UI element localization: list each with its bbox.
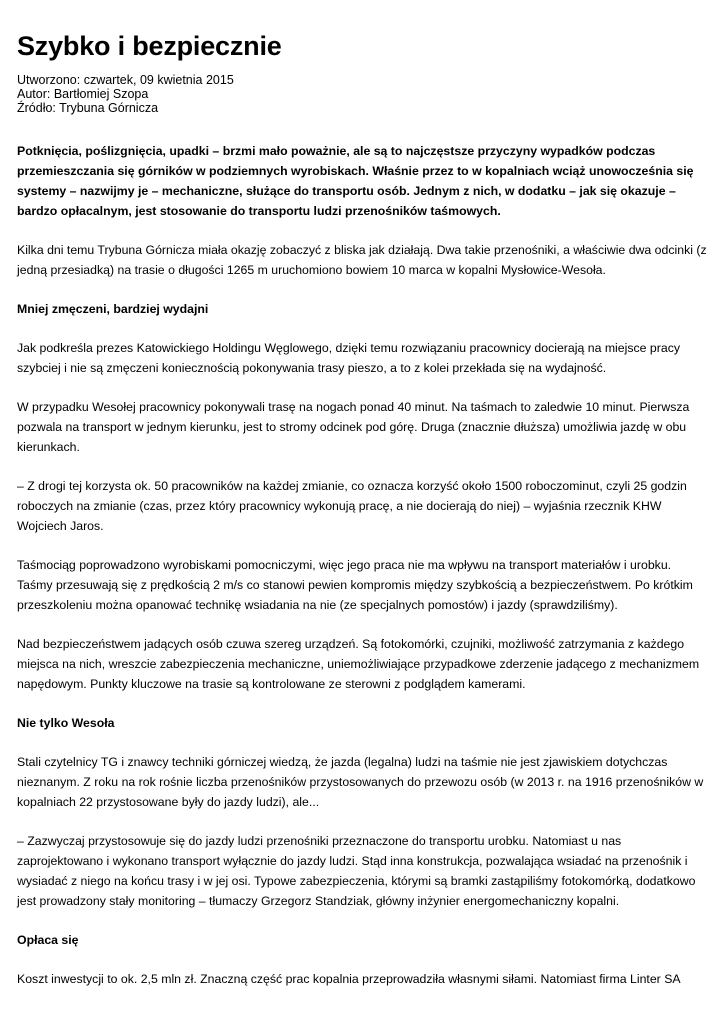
section-heading: Mniej zmęczeni, bardziej wydajni xyxy=(17,302,209,316)
paragraph: Nad bezpieczeństwem jadących osób czuwa szereg urządzeń. Są fotokomórki, czujniki, możliwość zatrzymania z każdego miejsca na nich, wreszcie zabezpieczenia mechaniczne, uniemożliwiające przypadkowe zderzenie jadącego z mechanizmem napędowym. Punkty kluczowe na trasie są kontrolowane ze sterowni z podglądem kamerami. xyxy=(17,637,700,691)
paragraph: Koszt inwestycji to ok. 2,5 mln zł. Znaczną część prac kopalnia przeprowadziła własnymi siłami. Natomiast firma Linter SA xyxy=(17,972,681,986)
created-date: Utworzono: czwartek, 09 kwietnia 2015 xyxy=(17,73,234,87)
paragraph: Kilka dni temu Trybuna Górnicza miała okazję zobaczyć z bliska jak działają. Dwa takie przenośniki, a właściwie dwa odcinki (z jedną przesiadką) na trasie o długości 1265 m uruchomiono bowiem 10 marca w kopalni Mysłowice-Wesoła. xyxy=(17,243,707,277)
paragraph: W przypadku Wesołej pracownicy pokonywali trasę na nogach ponad 40 minut. Na taśmach to zaledwie 10 minut. Pierwsza pozwala na transport w jednym kierunku, jest to stromy odcinek pod górę. Druga (znacznie dłuższa) umożliwia jazdę w obu kierunkach. xyxy=(17,400,690,454)
article xyxy=(17,30,707,1008)
author: Autor: Bartłomiej Szopa xyxy=(17,87,149,101)
paragraph: – Zazwyczaj przystosowuje się do jazdy ludzi przenośniki przeznaczone do transportu urobku. Natomiast u nas zaprojektowano i wykonano transport wyłącznie do jazdy ludzi. Stąd inna konstrukcja, pozwalająca wsiadać na przenośnik i wysiadać z niego na końcu trasy i w jej osi. Typowe zabezpieczenia, którymi są bramki zastąpiliśmy fotokomórką, dodatkowo jest prowadzony stały monitoring – tłumaczy Grzegorz Standziak, główny inżynier energomechaniczny kopalni. xyxy=(17,834,696,908)
paragraph: Stali czytelnicy TG i znawcy techniki górniczej wiedzą, że jazda (legalna) ludzi na taśmie nie jest zjawiskiem dotychczas nieznanym. Z roku na rok rośnie liczba przenośników przystosowanych do przewozu osób (w 2013 r. na 1916 przenośników w kopalniach 22 przystosowane były do jazdy ludzi), ale... xyxy=(17,755,704,809)
paragraph: – Z drogi tej korzysta ok. 50 pracowników na każdej zmianie, co oznacza korzyść około 1500 roboczominut, czyli 25 godzin roboczych na zmianie (czas, przez który pracownicy wykonują pracę, a nie docierają do niej) – wyjaśnia rzecznik KHW Wojciech Jaros. xyxy=(17,479,687,533)
article-title: Szybko i bezpiecznie xyxy=(17,31,282,61)
paragraph: Jak podkreśla prezes Katowickiego Holdingu Węglowego, dzięki temu rozwiązaniu pracownicy docierają na miejsce pracy szybciej i nie są zmęczeni koniecznością pokonywania trasy pieszo, a to z kolei przekłada się na wydajność. xyxy=(17,341,680,375)
source: Źródło: Trybuna Górnicza xyxy=(17,101,159,115)
section-heading: Nie tylko Wesoła xyxy=(17,716,115,730)
paragraph: Taśmociąg poprowadzono wyrobiskami pomocniczymi, więc jego praca nie ma wpływu na transport materiałów i urobku. Taśmy przesuwają się z prędkością 2 m/s co stanowi pewien kompromis między szybkością a bezpieczeństwem. Po krótkim przeszkoleniu można opanować technikę wsiadania na nie (ze specjalnych pomostów) i jazdy (sprawdziliśmy). xyxy=(17,558,693,612)
article-body xyxy=(17,141,707,989)
article-meta xyxy=(17,73,707,115)
section-heading: Opłaca się xyxy=(17,933,79,947)
lead-paragraph: Potknięcia, poślizgnięcia, upadki – brzmi mało poważnie, ale są to najczęstsze przyczyny wypadków podczas przemieszczania się górników w podziemnych wyrobiskach. Właśnie przez to w kopalniach wciąż unowocześnia się systemy – nazwijmy je – mechaniczne, służące do transportu osób. Jednym z nich, w dodatku – jak się okazuje – bardzo opłacalnym, jest stosowanie do transportu ludzi przenośników taśmowych. xyxy=(17,144,694,218)
